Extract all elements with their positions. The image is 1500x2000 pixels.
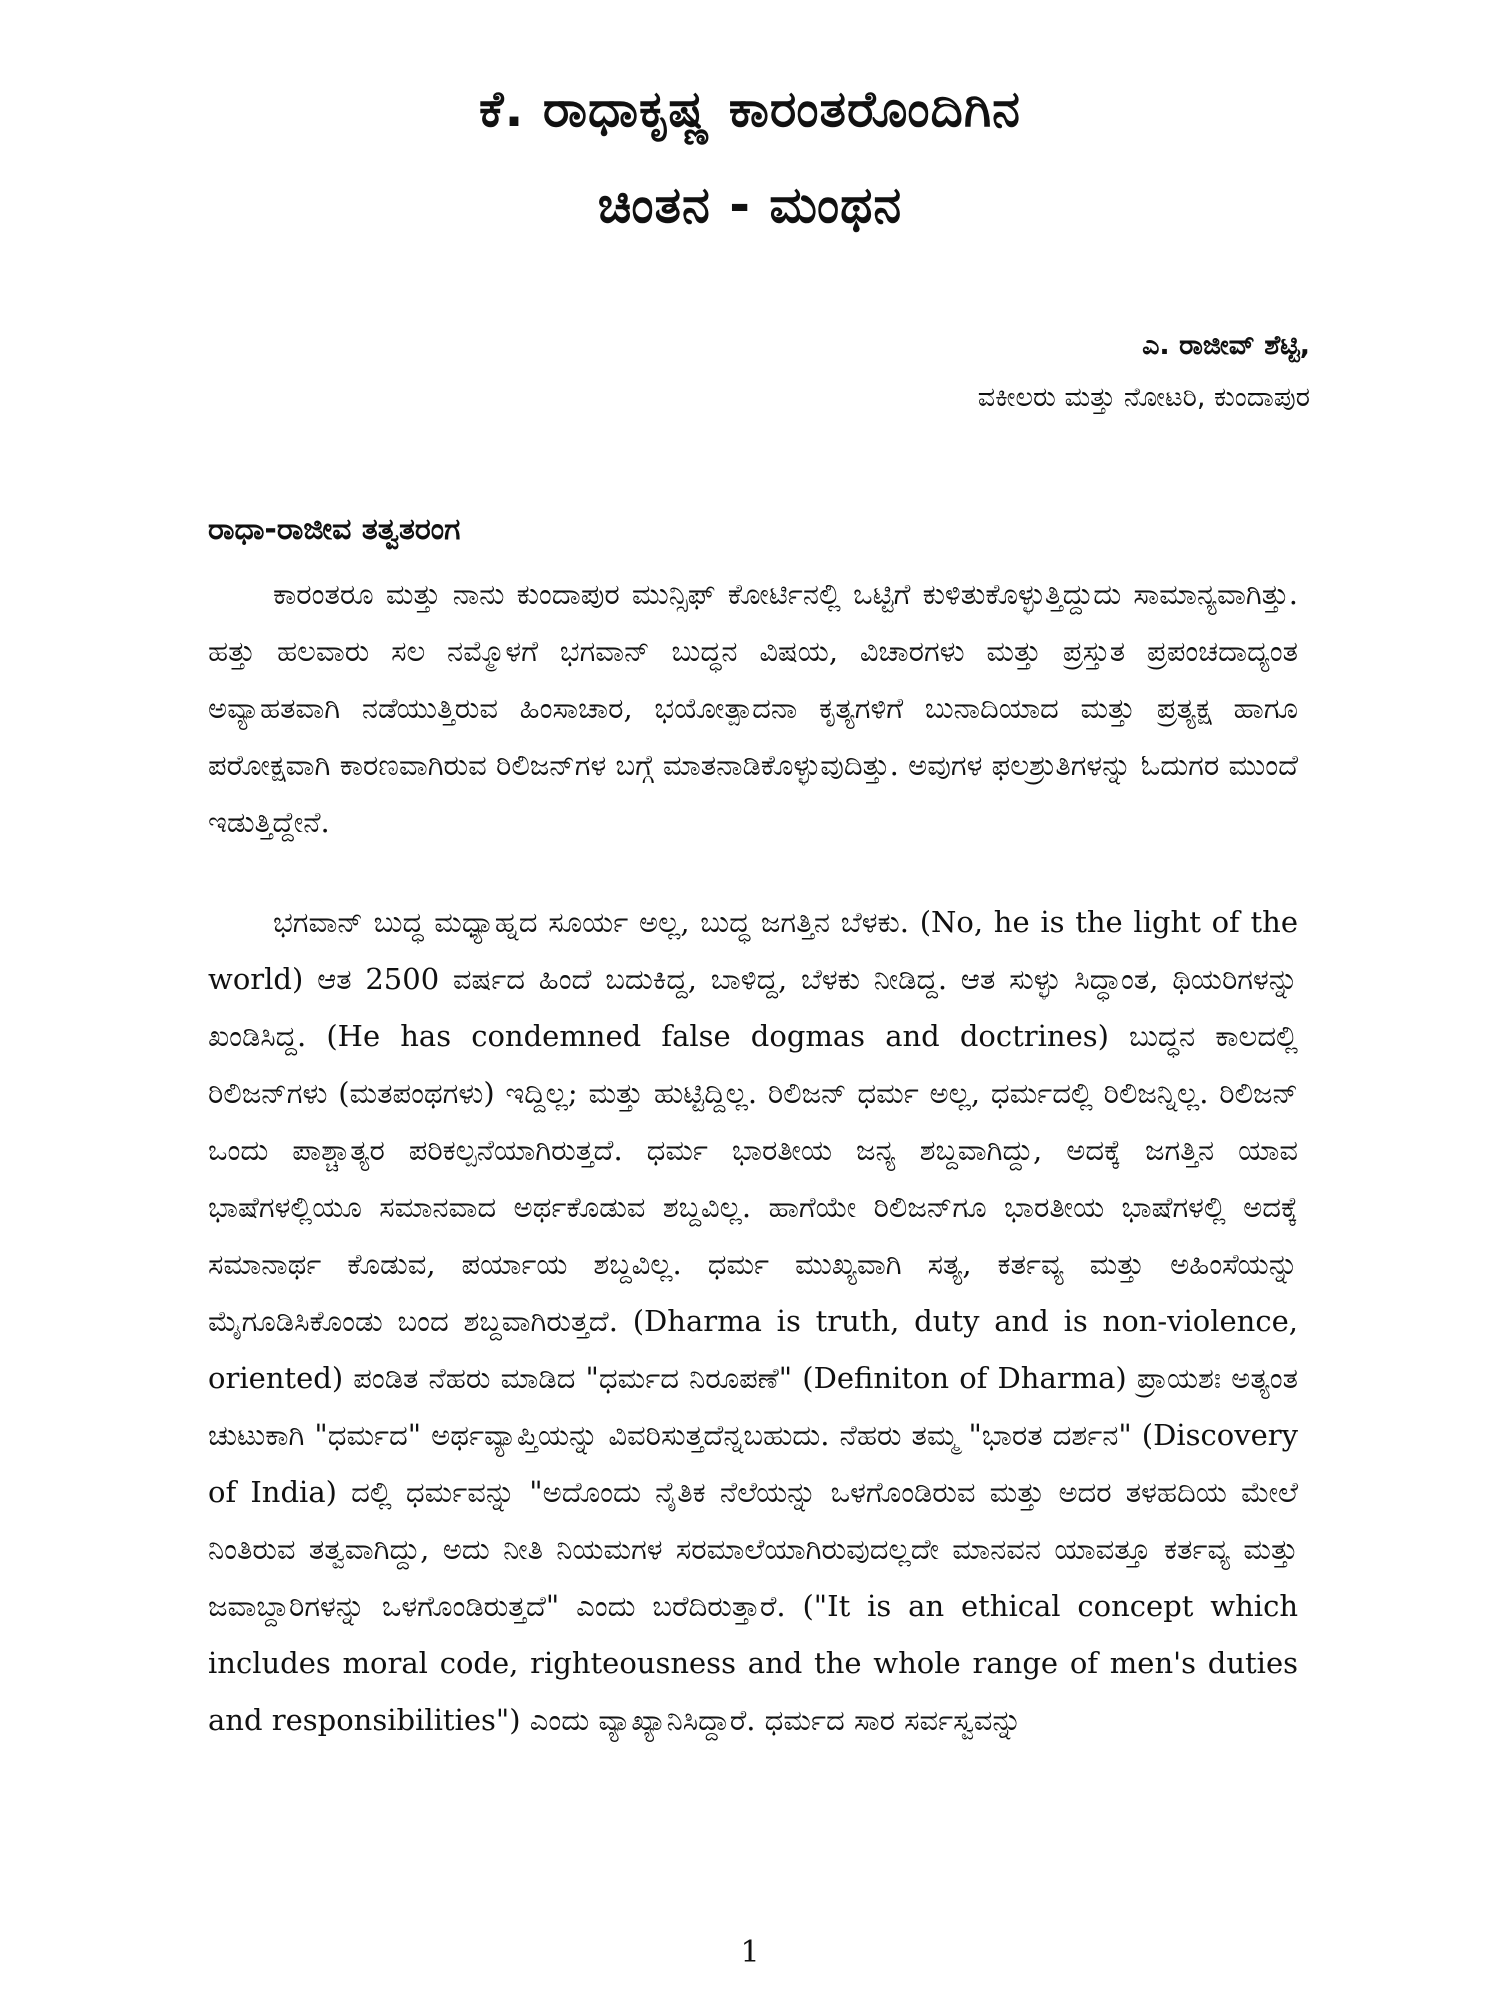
paragraph-2: ಭಗವಾನ್ ಬುದ್ಧ ಮಧ್ಯಾಹ್ನದ ಸೂರ್ಯ ಅಲ್ಲ, ಬುದ್ಧ ಜಗತ್ತಿನ ಬೆಳಕು. (No, he is the light of the world) ಆತ 2500 ವರ್ಷದ ಹಿಂದೆ ಬದುಕಿದ್ದ, ಬಾಳಿದ್ದ, ಬೆಳಕು ನೀಡಿದ್ದ. ಆತ ಸುಳ್ಳು ಸಿದ್ಧಾಂತ, ಥಿಯರಿಗಳನ್ನು ಖಂಡಿಸಿದ್ದ. (He has condemned false dogmas and doctrines) ಬುದ್ಧನ ಕಾಲದಲ್ಲಿ ರಿಲಿಜನ್‌ಗಳು (ಮತಪಂಥಗಳು) ಇದ್ದಿಲ್ಲ; ಮತ್ತು ಹುಟ್ಟಿದ್ದಿಲ್ಲ. ರಿಲಿಜನ್ ಧರ್ಮ ಅಲ್ಲ, ಧರ್ಮದಲ್ಲಿ ರಿಲಿಜನ್ನಿಲ್ಲ. ರಿಲಿಜನ್ ಒಂದು ಪಾಶ್ಚಾತ್ಯರ ಪರಿಕಲ್ಪನೆಯಾಗಿರುತ್ತದೆ. ಧರ್ಮ ಭಾರತೀಯ ಜನ್ಯ ಶಬ್ದವಾಗಿದ್ದು, ಅದಕ್ಕೆ ಜಗತ್ತಿನ ಯಾವ ಭಾಷೆಗಳಲ್ಲಿಯೂ ಸಮಾನವಾದ ಅರ್ಥಕೊಡುವ ಶಬ್ದವಿಲ್ಲ. ಹಾಗೆಯೇ ರಿಲಿಜನ್‌ಗೂ ಭಾರತೀಯ ಭಾಷೆಗಳಲ್ಲಿ ಅದಕ್ಕೆ ಸಮಾನಾರ್ಥ ಕೊಡುವ, ಪರ್ಯಾಯ ಶಬ್ದವಿಲ್ಲ. ಧರ್ಮ ಮುಖ್ಯವಾಗಿ ಸತ್ಯ, ಕರ್ತವ್ಯ ಮತ್ತು ಅಹಿಂಸೆಯನ್ನು ಮೈಗೂಡಿಸಿಕೊಂಡು ಬಂದ ಶಬ್ದವಾಗಿರುತ್ತದೆ. (Dharma is truth, duty and is non-violence, oriented) ಪಂಡಿತ ನೆಹರು ಮಾಡಿದ "ಧರ್ಮದ ನಿರೂಪಣೆ" (Definiton of Dharma) ಪ್ರಾಯಶಃ ಅತ್ಯಂತ ಚುಟುಕಾಗಿ "ಧರ್ಮದ" ಅರ್ಥವ್ಯಾಪ್ತಿಯನ್ನು ವಿವರಿಸುತ್ತದೆನ್ನಬಹುದು. ನೆಹರು ತಮ್ಮ "ಭಾರತ ದರ್ಶನ" (Discovery of India) ದಲ್ಲಿ ಧರ್ಮವನ್ನು "ಅದೊಂದು ನೈತಿಕ ನೆಲೆಯನ್ನು ಒಳಗೊಂಡಿರುವ ಮತ್ತು ಅದರ ತಳಹದಿಯ ಮೇಲೆ ನಿಂತಿರುವ ತತ್ವವಾಗಿದ್ದು, ಅದು ನೀತಿ ನಿಯಮಗಳ ಸರಮಾಲೆಯಾಗಿರುವುದಲ್ಲದೇ ಮಾನವನ ಯಾವತ್ತೂ ಕರ್ತವ್ಯ ಮತ್ತು ಜವಾಬ್ದಾರಿಗಳನ್ನು ಒಳಗೊಂಡಿರುತ್ತದೆ" ಎಂದು ಬರೆದಿರುತ್ತಾರೆ. ("It is an ethical concept which includes moral code, righteousness and the whole range of men's duties and responsibilities") ಎಂದು ವ್ಯಾಖ್ಯಾನಿಸಿದ್ದಾರೆ. ಧರ್ಮದ ಸಾರ ಸರ್ವಸ್ವವನ್ನು bbox=[208, 905, 1298, 1737]
section-heading: ರಾಧಾ-ರಾಜೀವ ತತ್ವತರಂಗ bbox=[208, 512, 461, 547]
author-name: ಎ. ರಾಜೀವ್ ಶೆಟ್ಟಿ, bbox=[1142, 330, 1310, 361]
page-number: 1 bbox=[740, 1935, 760, 1970]
title-line-2: ಚಿಂತನ - ಮಂಥನ bbox=[597, 176, 903, 234]
paragraph-1: ಕಾರಂತರೂ ಮತ್ತು ನಾನು ಕುಂದಾಪುರ ಮುನ್ಸಿಫ್ ಕೋರ್ಟಿನಲ್ಲಿ ಒಟ್ಟಿಗೆ ಕುಳಿತುಕೊಳ್ಳುತ್ತಿದ್ದುದು ಸಾಮಾನ್ಯವಾಗಿತ್ತು. ಹತ್ತು ಹಲವಾರು ಸಲ ನಮ್ಮೊಳಗೆ ಭಗವಾನ್ ಬುದ್ಧನ ವಿಷಯ, ವಿಚಾರಗಳು ಮತ್ತು ಪ್ರಸ್ತುತ ಪ್ರಪಂಚದಾದ್ಯಂತ ಅವ್ಯಾಹತವಾಗಿ ನಡೆಯುತ್ತಿರುವ ಹಿಂಸಾಚಾರ, ಭಯೋತ್ಪಾದನಾ ಕೃತ್ಯಗಳಿಗೆ ಬುನಾದಿಯಾದ ಮತ್ತು ಪ್ರತ್ಯಕ್ಷ ಹಾಗೂ ಪರೋಕ್ಷವಾಗಿ ಕಾರಣವಾಗಿರುವ ರಿಲಿಜನ್‌ಗಳ ಬಗ್ಗೆ ಮಾತನಾಡಿಕೊಳ್ಳುವುದಿತ್ತು. ಅವುಗಳ ಫಲಶ್ರುತಿಗಳನ್ನು ಓದುಗರ ಮುಂದೆ ಇಡುತ್ತಿದ್ದೇನೆ. bbox=[208, 577, 1298, 839]
author-affiliation: ವಕೀಲರು ಮತ್ತು ನೋಟರಿ, ಕುಂದಾಪುರ bbox=[977, 382, 1310, 413]
title-line-1: ಕೆ. ರಾಧಾಕೃಷ್ಣ ಕಾರಂತರೊಂದಿಗಿನ bbox=[479, 80, 1021, 138]
